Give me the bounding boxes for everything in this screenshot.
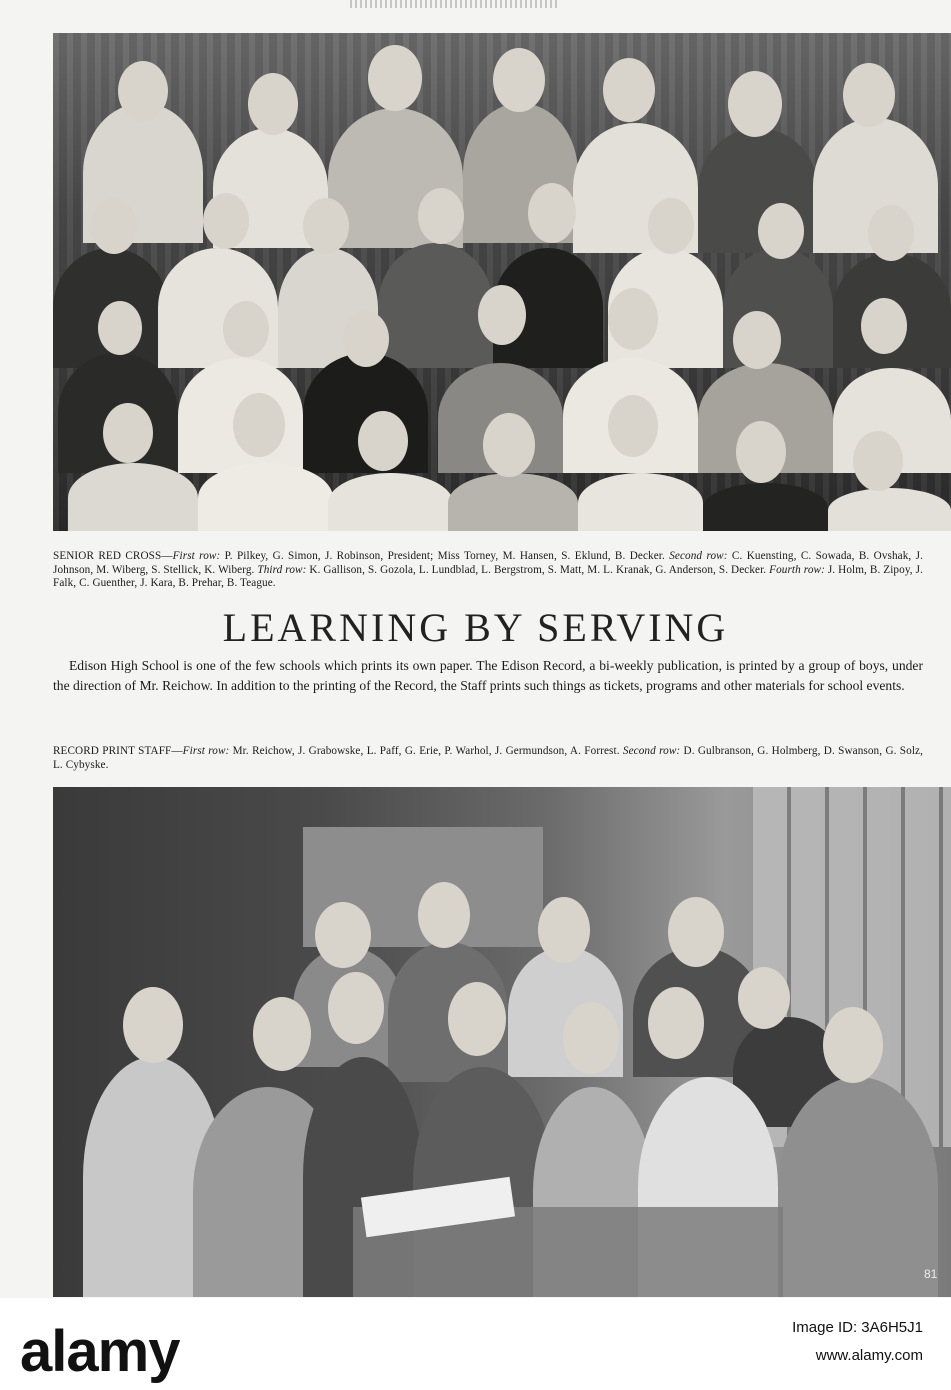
image-id: Image ID: 3A6H5J1: [792, 1319, 923, 1336]
red-cross-caption: SENIOR RED CROSS—First row: P. Pilkey, G. Simon, J. Robinson, President; Miss Torney, M. Hansen, S. Eklund, B. Decker. Second row: C. Kuensting, C. Sowada, B. Ovshak, J. Johnson, M. Wiberg, S. Stellick, K. Wiberg. Third row: K. Gallison, S. Gozola, L. Lundblad, L. Bergstrom, S. Matt, M. L. Kranak, G. Anderson, S. Decker. Fourth row: J. Holm, B. Zipoy, J. Falk, C. Guenther, J. Kara, B. Prehar, B. Teague.: [53, 550, 923, 590]
caption-lead: RECORD PRINT STAFF: [53, 745, 172, 758]
print-staff-group-photo: [53, 787, 951, 1297]
caption-row-label: Second row:: [622, 745, 681, 758]
caption-row-label: First row:: [182, 745, 230, 758]
article-body: Edison High School is one of the few schools which prints its own paper. The Edison Record, a bi-weekly publication, is printed by a group of boys, under the direction of Mr. Reichow. In addition to the printing of the Record, the Staff prints such things as tickets, programs and other materials for school events.: [53, 658, 923, 693]
caption-row-label: Fourth row:: [769, 563, 825, 576]
caption-row-label: Third row:: [257, 563, 307, 576]
caption-row-label: First row:: [172, 550, 221, 563]
page-number: 81: [924, 1267, 938, 1281]
alamy-logo: alamy: [20, 1319, 180, 1384]
print-staff-caption: RECORD PRINT STAFF—First row: Mr. Reichow, J. Grabowske, L. Paff, G. Erie, P. Warhol, J. Germundson, A. Forrest. Second row: D. Gulbranson, G. Holmberg, D. Swanson, G. Solz, L. Cybyske.: [53, 745, 923, 771]
stock-watermark-bar: [0, 1298, 951, 1390]
caption-row-names: J. Holm, B. Zipoy, J. Falk, C. Guenther, J. Kara, B. Prehar, B. Teague.: [53, 563, 923, 590]
caption-row-names: K. Gallison, S. Gozola, L. Lundblad, L. Bergstrom, S. Matt, M. L. Kranak, G. Anderson, S. Decker.: [306, 563, 770, 576]
caption-row-label: Second row:: [669, 550, 728, 563]
caption-row-names: D. Gulbranson, G. Holmberg, D. Swanson, G. Solz, L. Cybyske.: [53, 745, 923, 771]
watermark-url: www.alamy.com: [815, 1347, 923, 1364]
scan-artifact: [350, 0, 560, 8]
page-heading: LEARNING BY SERVING: [222, 605, 729, 650]
caption-row-names: C. Kuensting, C. Sowada, B. Ovshak, J. Johnson, M. Wiberg, S. Stellick, K. Wiberg.: [53, 550, 923, 576]
red-cross-group-photo: [53, 33, 951, 531]
caption-lead: SENIOR RED CROSS: [53, 550, 162, 563]
caption-row-names: Mr. Reichow, J. Grabowske, L. Paff, G. Erie, P. Warhol, J. Germundson, A. Forrest.: [229, 745, 623, 758]
caption-row-names: P. Pilkey, G. Simon, J. Robinson, President; Miss Torney, M. Hansen, S. Eklund, B. Decker.: [220, 550, 670, 563]
